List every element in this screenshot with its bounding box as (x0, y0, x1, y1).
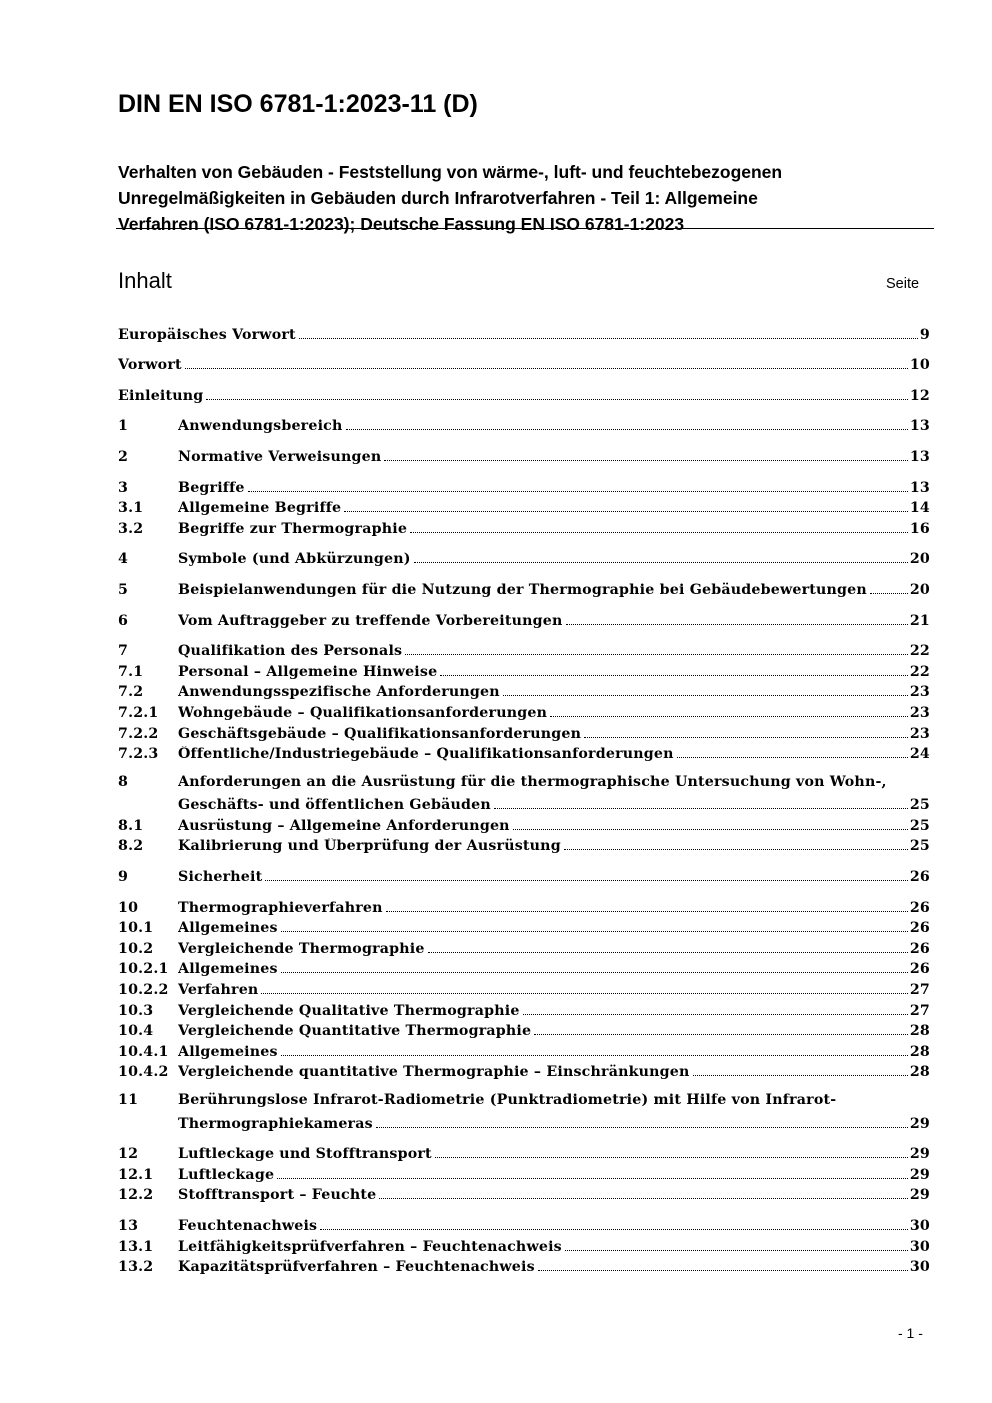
toc-entry-number: 6 (118, 612, 129, 629)
toc-entry-page: 26 (909, 899, 930, 916)
toc-entry[interactable] (118, 834, 930, 855)
toc-entry-body (178, 480, 930, 496)
toc-entry-body (118, 388, 930, 404)
toc-entry[interactable] (118, 977, 930, 998)
toc-entry-body (178, 746, 930, 762)
toc-entry-body (178, 726, 930, 742)
toc-entry-page: 26 (909, 940, 930, 957)
toc-entry-page: 20 (909, 551, 930, 568)
toc-entry-page: 29 (909, 1115, 930, 1132)
toc-entry-page: 27 (909, 982, 930, 999)
dot-leader (564, 849, 908, 850)
toc-entry-page: 28 (909, 1023, 930, 1040)
toc-entry[interactable] (118, 1255, 930, 1276)
subtitle-line: Verhalten von Gebäuden - Feststellung von wärme-, luft- und feuchtebezogenen (118, 162, 783, 182)
toc-entry[interactable] (118, 1060, 930, 1081)
toc-entry[interactable] (118, 895, 930, 916)
toc-entry-page: 20 (909, 581, 930, 598)
toc-entry-page: 13 (909, 479, 930, 496)
toc-entry-body (178, 1090, 930, 1131)
toc-entry[interactable] (118, 475, 930, 496)
toc-entry-page: 10 (909, 357, 930, 374)
toc-entry-number: 1 (118, 418, 129, 435)
toc-entry-number: 7.2.2 (118, 725, 159, 742)
toc-entry-title: Stofftransport – Feuchte (178, 1187, 377, 1204)
toc-entry-title: Vergleichende Qualitative Thermographie (178, 1002, 520, 1019)
toc-entry-title: Normative Verweisungen (178, 448, 382, 465)
dot-leader (376, 1127, 908, 1128)
dot-leader (584, 737, 908, 738)
toc-entry-title: Verfahren (178, 982, 259, 999)
toc-entry-number: 10.2 (118, 940, 154, 957)
toc-entry-body (178, 818, 930, 834)
toc-entry-body (178, 1259, 930, 1275)
dot-leader (265, 880, 907, 881)
toc-entry-body (178, 1003, 930, 1019)
dot-leader (440, 675, 908, 676)
toc-entry[interactable] (118, 742, 930, 763)
dot-leader (281, 972, 908, 973)
dot-leader (384, 460, 907, 461)
toc-entry-page: 29 (909, 1166, 930, 1183)
toc-entry-number: 11 (118, 1092, 139, 1109)
toc-entry-page: 22 (909, 643, 930, 660)
toc-entry-body (178, 772, 930, 813)
toc-entry-number: 10.3 (118, 1002, 154, 1019)
toc-entry-body (178, 982, 930, 998)
toc-entry-number: 2 (118, 448, 129, 465)
toc-entry-title: Geschäfts- und öffentlichen Gebäuden (178, 797, 491, 814)
toc-entry[interactable] (118, 383, 930, 404)
document-title: DIN EN ISO 6781-1:2023-11 (D) (118, 90, 478, 118)
toc-entry-number: 12.2 (118, 1187, 154, 1204)
toc-entry-title: Sicherheit (178, 869, 263, 886)
dot-leader (870, 593, 908, 594)
toc-entry-title: Allgemeines (178, 1043, 278, 1060)
dot-leader (206, 399, 907, 400)
dot-leader (299, 338, 918, 339)
table-of-contents (118, 322, 930, 1275)
dot-leader (428, 952, 908, 953)
toc-entry-page: 28 (909, 1064, 930, 1081)
toc-entry-title: Kapazitätsprüfverfahren – Feuchtenachweis (178, 1259, 535, 1276)
dot-leader (677, 757, 908, 758)
toc-entry-title: Anforderungen an die Ausrüstung für die thermographische Untersuchung von Wohn-, (178, 774, 887, 791)
toc-entry[interactable] (118, 1183, 930, 1204)
toc-entry-title: Ausrüstung – Allgemeine Anforderungen (178, 817, 510, 834)
toc-entry-page: 30 (909, 1238, 930, 1255)
toc-entry-number: 7.2 (118, 684, 144, 701)
dot-leader (513, 829, 908, 830)
dot-leader (344, 511, 908, 512)
subtitle-line: Unregelmäßigkeiten in Gebäuden durch Infrarotverfahren - Teil 1: Allgemeine (118, 188, 758, 208)
toc-entry-number: 7 (118, 643, 129, 660)
toc-entry[interactable] (118, 547, 930, 568)
toc-entry-title: Anwendungsspezifische Anforderungen (178, 684, 500, 701)
toc-entry-number: 10.4.1 (118, 1043, 169, 1060)
dot-leader (414, 562, 908, 563)
toc-entry-body (178, 1218, 930, 1234)
toc-entry-title: Luftleckage und Stofftransport (178, 1146, 432, 1163)
toc-entry[interactable] (118, 1019, 930, 1040)
toc-entry-page: 12 (909, 387, 930, 404)
toc-entry-body (178, 705, 930, 721)
dot-leader (281, 931, 908, 932)
toc-entry-title: Vorwort (118, 357, 182, 374)
toc-entry-page: 23 (909, 684, 930, 701)
toc-entry-page: 30 (909, 1217, 930, 1234)
toc-entry-title-continuation (178, 1111, 930, 1132)
toc-entry-body (178, 1023, 930, 1039)
toc-entry-body (178, 900, 930, 916)
toc-entry[interactable] (118, 608, 930, 629)
toc-entry-number: 3 (118, 479, 129, 496)
toc-entry-page: 14 (909, 500, 930, 517)
toc-entry-title-continuation (178, 793, 930, 814)
toc-entry[interactable] (118, 700, 930, 721)
toc-entry[interactable] (118, 680, 930, 701)
toc-entry-body (178, 838, 930, 854)
toc-entry-body (178, 613, 930, 629)
toc-entry-body (178, 869, 930, 885)
toc-entry-page: 23 (909, 725, 930, 742)
toc-entry[interactable] (118, 813, 930, 834)
dot-leader (320, 1229, 908, 1230)
toc-entry[interactable] (118, 936, 930, 957)
dot-leader (534, 1034, 908, 1035)
toc-entry-body (178, 1044, 930, 1060)
toc-entry-number: 7.1 (118, 663, 144, 680)
toc-entry[interactable] (118, 864, 930, 885)
toc-entry-body (178, 1064, 930, 1080)
toc-entry-page: 13 (909, 448, 930, 465)
toc-entry-title: Einleitung (118, 387, 204, 404)
toc-entry-number: 12.1 (118, 1166, 154, 1183)
toc-entry[interactable] (118, 444, 930, 465)
toc-entry-number: 4 (118, 551, 129, 568)
toc-entry-title: Anwendungsbereich (178, 418, 343, 435)
toc-entry-title: Europäisches Vorwort (118, 326, 296, 343)
toc-entry-title: Geschäftsgebäude – Qualifikationsanforderungen (178, 725, 582, 742)
dot-leader (693, 1075, 908, 1076)
dot-leader (565, 1250, 908, 1251)
toc-entry-number: 3.1 (118, 500, 144, 517)
toc-entry-body (178, 521, 930, 537)
toc-entry-title: Feuchtenachweis (178, 1217, 318, 1234)
toc-entry-body (178, 449, 930, 465)
toc-entry-number: 10.2.1 (118, 961, 169, 978)
toc-entry-page: 25 (909, 838, 930, 855)
toc-entry-page: 26 (909, 961, 930, 978)
toc-entry-page: 16 (909, 520, 930, 537)
toc-entry-title: Luftleckage (178, 1166, 275, 1183)
toc-entry-number: 5 (118, 581, 129, 598)
toc-entry-number: 13.2 (118, 1259, 154, 1276)
dot-leader (550, 716, 908, 717)
toc-entry-title: Thermographiekameras (178, 1115, 373, 1132)
toc-entry-title: Qualifikation des Personals (178, 643, 403, 660)
toc-entry-body (178, 582, 930, 598)
toc-entry-body (178, 1146, 930, 1162)
toc-entry[interactable] (118, 1142, 930, 1163)
toc-entry-page: 30 (909, 1259, 930, 1276)
toc-entry-body (178, 920, 930, 936)
dot-leader (523, 1014, 908, 1015)
dot-leader (277, 1178, 908, 1179)
toc-entry-title: Begriffe zur Thermographie (178, 520, 408, 537)
toc-entry[interactable] (118, 772, 930, 813)
toc-entry-title: Thermographieverfahren (178, 899, 383, 916)
toc-entry-body (178, 1239, 930, 1255)
toc-entry[interactable] (118, 916, 930, 937)
dot-leader (386, 911, 908, 912)
dot-leader (379, 1198, 907, 1199)
toc-entry-page: 21 (909, 612, 930, 629)
toc-entry[interactable] (118, 1039, 930, 1060)
toc-entry[interactable] (118, 496, 930, 517)
toc-entry-page: 25 (909, 817, 930, 834)
dot-leader (538, 1270, 908, 1271)
toc-entry-body (178, 941, 930, 957)
toc-entry-title: Symbole (und Abkürzungen) (178, 551, 411, 568)
toc-entry[interactable] (118, 414, 930, 435)
toc-entry-number: 10 (118, 899, 139, 916)
toc-entry-number: 10.4 (118, 1023, 154, 1040)
toc-entry-number: 8.1 (118, 817, 144, 834)
toc-entry-number: 10.4.2 (118, 1064, 169, 1081)
toc-entry[interactable] (118, 353, 930, 374)
dot-leader (281, 1055, 908, 1056)
toc-entry-body (178, 643, 930, 659)
toc-entry-title: Allgemeines (178, 920, 278, 937)
toc-entry-title: Vergleichende quantitative Thermographie – Einschränkungen (178, 1064, 690, 1081)
toc-entry-page: 27 (909, 1002, 930, 1019)
dot-leader (410, 532, 908, 533)
dot-leader (494, 808, 908, 809)
toc-entry-page: 29 (909, 1187, 930, 1204)
toc-entry-body (178, 551, 930, 567)
dot-leader (435, 1157, 908, 1158)
toc-entry[interactable] (118, 659, 930, 680)
dot-leader (405, 654, 908, 655)
toc-entry-page: 29 (909, 1146, 930, 1163)
toc-entry-body (178, 1167, 930, 1183)
toc-entry[interactable] (118, 998, 930, 1019)
toc-entry-body (178, 961, 930, 977)
toc-entry[interactable] (118, 577, 930, 598)
toc-entry-body (178, 684, 930, 700)
dot-leader (566, 624, 908, 625)
toc-entry-body (118, 357, 930, 373)
toc-entry-title: Kalibrierung und Überprüfung der Ausrüstung (178, 838, 561, 855)
toc-entry-title: Beispielanwendungen für die Nutzung der Thermographie bei Gebäudebewertungen (178, 581, 867, 598)
toc-entry[interactable] (118, 1213, 930, 1234)
toc-entry-title: Berührungslose Infrarot-Radiometrie (Punktradiometrie) mit Hilfe von Infrarot- (178, 1092, 837, 1109)
toc-entry-title: Vom Auftraggeber zu treffende Vorbereitungen (178, 612, 563, 629)
dot-leader (503, 695, 908, 696)
toc-entry-page: 22 (909, 663, 930, 680)
toc-entry[interactable] (118, 1090, 930, 1131)
toc-entry-number: 10.2.2 (118, 982, 169, 999)
toc-entry-number: 12 (118, 1146, 139, 1163)
toc-entry-page: 9 (919, 326, 930, 343)
toc-entry-body (178, 664, 930, 680)
toc-entry-page: 28 (909, 1043, 930, 1060)
toc-entry-page: 26 (909, 869, 930, 886)
toc-entry-page: 25 (909, 797, 930, 814)
toc-entry-number: 8.2 (118, 838, 144, 855)
toc-entry-title: Wohngebäude – Qualifikationsanforderungen (178, 704, 548, 721)
toc-entry-number: 9 (118, 869, 129, 886)
toc-entry[interactable] (118, 516, 930, 537)
toc-entry-title: Allgemeine Begriffe (178, 500, 342, 517)
toc-entry-page: 24 (909, 746, 930, 763)
dot-leader (185, 368, 908, 369)
toc-entry-title: Leitfähigkeitsprüfverfahren – Feuchtenachweis (178, 1238, 562, 1255)
dot-leader (346, 429, 908, 430)
toc-entry-number: 3.2 (118, 520, 144, 537)
toc-entry-number: 8 (118, 774, 129, 791)
toc-entry-body (118, 327, 930, 343)
dot-leader (248, 491, 908, 492)
toc-entry-page: 13 (909, 418, 930, 435)
dot-leader (261, 993, 907, 994)
toc-entry[interactable] (118, 1162, 930, 1183)
toc-entry-body (178, 1187, 930, 1203)
toc-entry[interactable] (118, 1234, 930, 1255)
toc-entry-number: 7.2.1 (118, 704, 159, 721)
toc-entry-number: 10.1 (118, 920, 154, 937)
toc-entry[interactable] (118, 721, 930, 742)
toc-entry-title: Begriffe (178, 479, 245, 496)
toc-entry[interactable] (118, 322, 930, 343)
toc-entry-title: Vergleichende Quantitative Thermographie (178, 1023, 532, 1040)
toc-entry[interactable] (118, 957, 930, 978)
subtitle-line: Verfahren (ISO 6781-1:2023); Deutsche Fassung EN ISO 6781-1:2023 (118, 214, 685, 234)
document-subtitle (118, 159, 934, 237)
toc-entry-title: Vergleichende Thermographie (178, 940, 425, 957)
toc-entry[interactable] (118, 639, 930, 660)
toc-entry-body (178, 500, 930, 516)
toc-entry-title: Allgemeines (178, 961, 278, 978)
toc-entry-body (178, 418, 930, 434)
toc-entry-number: 7.2.3 (118, 746, 159, 763)
toc-entry-number: 13 (118, 1217, 139, 1234)
toc-entry-number: 13.1 (118, 1238, 154, 1255)
toc-entry-page: 23 (909, 704, 930, 721)
toc-entry-page: 26 (909, 920, 930, 937)
footer-page-number: - 1 - (898, 1325, 923, 1341)
title-divider (116, 228, 934, 229)
toc-heading: Inhalt (118, 268, 172, 293)
toc-entry-title: Öffentliche/Industriegebäude – Qualifikationsanforderungen (178, 746, 674, 763)
toc-entry-title: Personal – Allgemeine Hinweise (178, 663, 438, 680)
page-column-label: Seite (886, 276, 920, 292)
